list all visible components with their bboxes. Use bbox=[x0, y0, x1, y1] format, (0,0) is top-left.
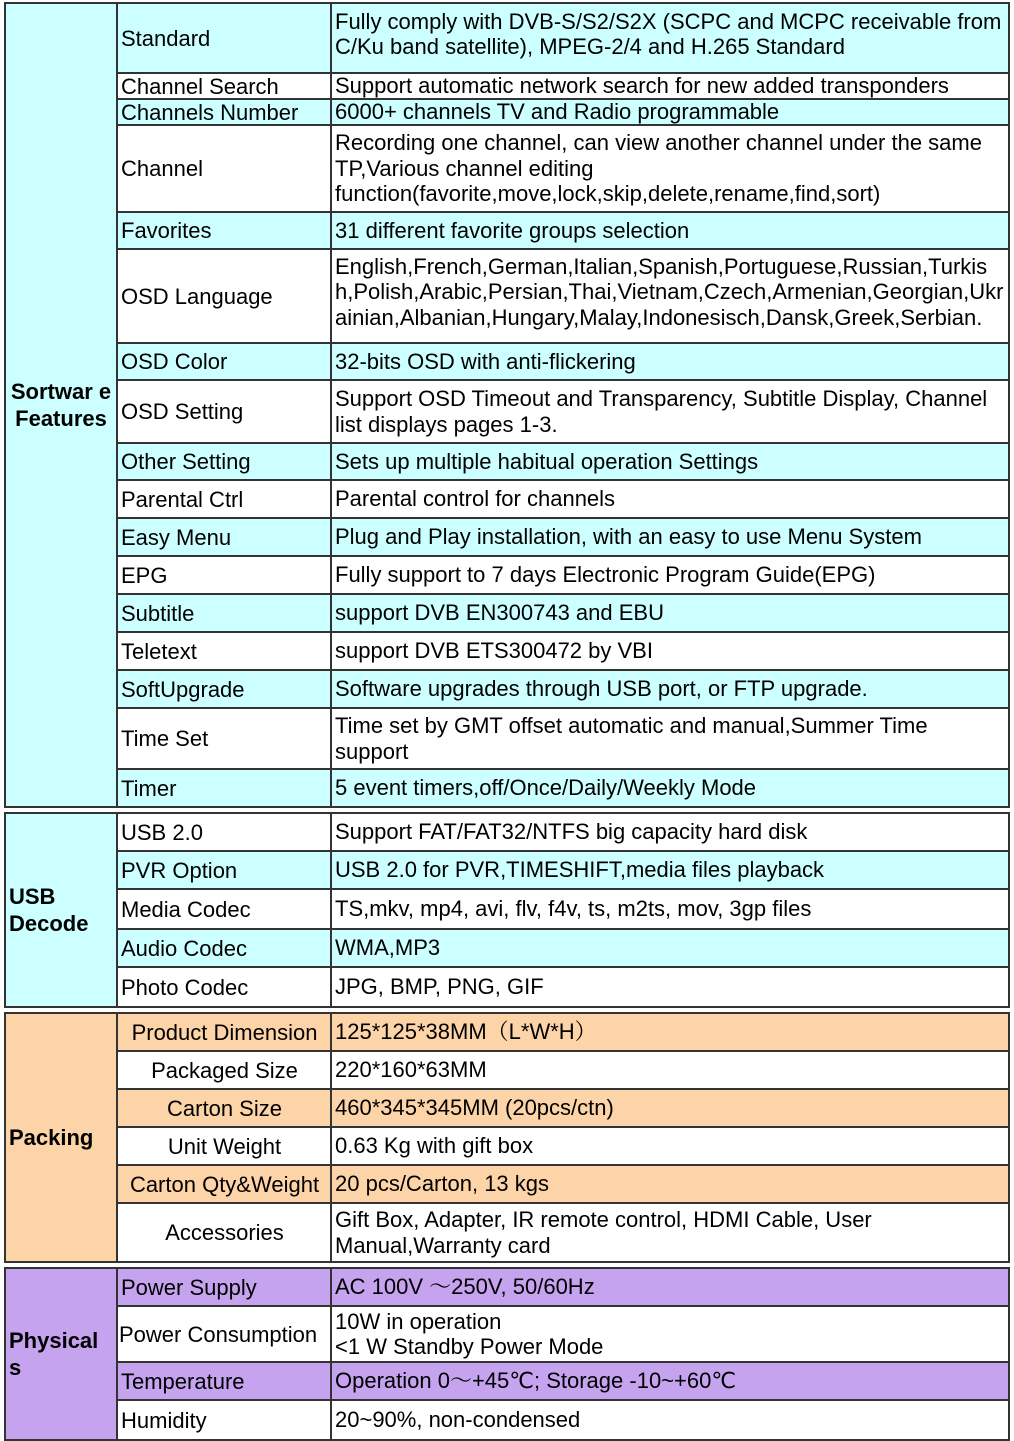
row-label: Power Supply bbox=[118, 1269, 332, 1305]
section-physicals bbox=[4, 1267, 1010, 1441]
row-value: JPG, BMP, PNG, GIF bbox=[335, 974, 544, 1000]
row-label: Favorites bbox=[118, 213, 332, 248]
row-value: Software upgrades through USB port, or FTP upgrade. bbox=[335, 676, 868, 702]
row-label: Teletext bbox=[118, 633, 332, 669]
row-value: Recording one channel, can view another channel under the same TP,Various channel editing function(favorite,move,lock,skip,delete,rename,find,sort) bbox=[335, 130, 982, 207]
row-label: Carton Size bbox=[118, 1090, 332, 1126]
row-label: Product Dimension bbox=[118, 1014, 332, 1050]
row-label: Parental Ctrl bbox=[118, 481, 332, 517]
table-row bbox=[118, 1014, 1008, 1052]
row-label: SoftUpgrade bbox=[118, 671, 332, 707]
row-value: Parental control for channels bbox=[335, 486, 616, 512]
row-label: Media Codec bbox=[118, 890, 332, 928]
row-value: 6000+ channels TV and Radio programmable bbox=[335, 100, 780, 124]
table-row bbox=[118, 814, 1008, 852]
row-label: Power Consumption bbox=[118, 1307, 332, 1361]
row-value: Operation 0～+45℃; Storage -10~+60℃ bbox=[335, 1368, 737, 1394]
table-row bbox=[118, 633, 1008, 671]
row-value: AC 100V ～250V, 50/60Hz bbox=[335, 1274, 595, 1300]
row-value: 20 pcs/Carton, 13 kgs bbox=[335, 1171, 550, 1197]
section-title: USB Decode bbox=[6, 814, 118, 1006]
table-row bbox=[118, 250, 1008, 344]
row-value: TS,mkv, mp4, avi, flv, f4v, ts, m2ts, mov, 3gp files bbox=[335, 896, 812, 922]
table-row bbox=[118, 444, 1008, 481]
row-label: Unit Weight bbox=[118, 1128, 332, 1164]
row-label: Temperature bbox=[118, 1363, 332, 1399]
row-value: Support FAT/FAT32/NTFS big capacity hard disk bbox=[335, 819, 808, 845]
row-label: Photo Codec bbox=[118, 968, 332, 1006]
row-label: Audio Codec bbox=[118, 930, 332, 966]
table-row bbox=[118, 557, 1008, 595]
table-row bbox=[118, 381, 1008, 444]
row-value: support DVB ETS300472 by VBI bbox=[335, 638, 653, 664]
table-row bbox=[118, 74, 1008, 100]
table-row bbox=[118, 709, 1008, 770]
table-row bbox=[118, 770, 1008, 806]
table-row bbox=[118, 481, 1008, 519]
table-row bbox=[118, 1128, 1008, 1166]
table-row bbox=[118, 344, 1008, 381]
table-row bbox=[118, 126, 1008, 213]
row-value: Support OSD Timeout and Transparency, Subtitle Display, Channel list displays pages 1-3. bbox=[335, 386, 988, 437]
table-row bbox=[118, 671, 1008, 709]
table-row bbox=[118, 4, 1008, 74]
row-label: Subtitle bbox=[118, 595, 332, 631]
table-row bbox=[118, 100, 1008, 126]
table-row bbox=[118, 1401, 1008, 1439]
table-row bbox=[118, 1166, 1008, 1204]
row-value: English,French,German,Italian,Spanish,Portuguese,Russian,Turkish,Polish,Arabic,Persian,Thai,Vietnam,Czech,Armenian,Georgian,Ukrainian,Albanian,Hungary,Malay,Indonesisch,Dansk,Greek,Serbian. bbox=[335, 253, 1004, 330]
row-value: Gift Box, Adapter, IR remote control, HDMI Cable, User Manual,Warranty card bbox=[335, 1207, 872, 1258]
section-title: Sortwar e Features bbox=[6, 4, 118, 806]
row-label: OSD Language bbox=[118, 250, 332, 342]
table-row bbox=[118, 595, 1008, 633]
table-row bbox=[118, 968, 1008, 1006]
row-label: PVR Option bbox=[118, 852, 332, 888]
row-value: Plug and Play installation, with an easy to use Menu System bbox=[335, 524, 922, 550]
row-value: 5 event timers,off/Once/Daily/Weekly Mode bbox=[335, 775, 757, 801]
row-value: support DVB EN300743 and EBU bbox=[335, 600, 664, 626]
row-value: 220*160*63MM bbox=[335, 1057, 487, 1083]
spec-table bbox=[4, 2, 1010, 1441]
row-label: Easy Menu bbox=[118, 519, 332, 555]
table-row bbox=[118, 1090, 1008, 1128]
row-value: Sets up multiple habitual operation Settings bbox=[335, 448, 759, 474]
row-label: Timer bbox=[118, 770, 332, 806]
row-value: Fully comply with DVB-S/S2/S2X (SCPC and MCPC receivable from C/Ku band satellite), MPEG-2/4 and H.265 Standard bbox=[335, 8, 1002, 59]
row-label: Packaged Size bbox=[118, 1052, 332, 1088]
row-label: EPG bbox=[118, 557, 332, 593]
table-row bbox=[118, 1269, 1008, 1307]
table-row bbox=[118, 213, 1008, 250]
row-label: Standard bbox=[118, 4, 332, 72]
row-label: OSD Color bbox=[118, 344, 332, 379]
row-label: Channels Number bbox=[118, 100, 332, 124]
row-value: 32-bits OSD with anti-flickering bbox=[335, 348, 636, 374]
table-row bbox=[118, 519, 1008, 557]
row-label: Accessories bbox=[118, 1204, 332, 1261]
table-row bbox=[118, 1307, 1008, 1363]
row-value: Fully support to 7 days Electronic Program Guide(EPG) bbox=[335, 562, 876, 588]
row-value: 31 different favorite groups selection bbox=[335, 217, 690, 243]
section-usb-decode bbox=[4, 812, 1010, 1008]
row-label: Time Set bbox=[118, 709, 332, 768]
row-value: Time set by GMT offset automatic and manual,Summer Time support bbox=[335, 713, 928, 764]
row-value: 10W in operation <1 W Standby Power Mode bbox=[335, 1308, 604, 1359]
row-label: Channel bbox=[118, 126, 332, 211]
row-label: OSD Setting bbox=[118, 381, 332, 442]
table-row bbox=[118, 890, 1008, 930]
section-title: Packing bbox=[6, 1014, 118, 1261]
row-label: Carton Qty&Weight bbox=[118, 1166, 332, 1202]
section-title: Physical s bbox=[6, 1269, 118, 1439]
row-label: Channel Search bbox=[118, 74, 332, 98]
row-label: Humidity bbox=[118, 1401, 332, 1439]
row-value: USB 2.0 for PVR,TIMESHIFT,media files playback bbox=[335, 857, 825, 883]
row-label: Other Setting bbox=[118, 444, 332, 479]
row-value: 460*345*345MM (20pcs/ctn) bbox=[335, 1095, 614, 1121]
section-software-features bbox=[4, 2, 1010, 808]
row-value: Support automatic network search for new added transponders bbox=[335, 74, 949, 98]
table-row bbox=[118, 1363, 1008, 1401]
section-packing bbox=[4, 1012, 1010, 1263]
row-value: 20~90%, non-condensed bbox=[335, 1407, 581, 1433]
row-value: WMA,MP3 bbox=[335, 935, 441, 961]
row-label: USB 2.0 bbox=[118, 814, 332, 850]
table-row bbox=[118, 1204, 1008, 1261]
row-value: 0.63 Kg with gift box bbox=[335, 1133, 534, 1159]
row-value: 125*125*38MM（L*W*H） bbox=[335, 1019, 597, 1045]
table-row bbox=[118, 1052, 1008, 1090]
table-row bbox=[118, 852, 1008, 890]
table-row bbox=[118, 930, 1008, 968]
